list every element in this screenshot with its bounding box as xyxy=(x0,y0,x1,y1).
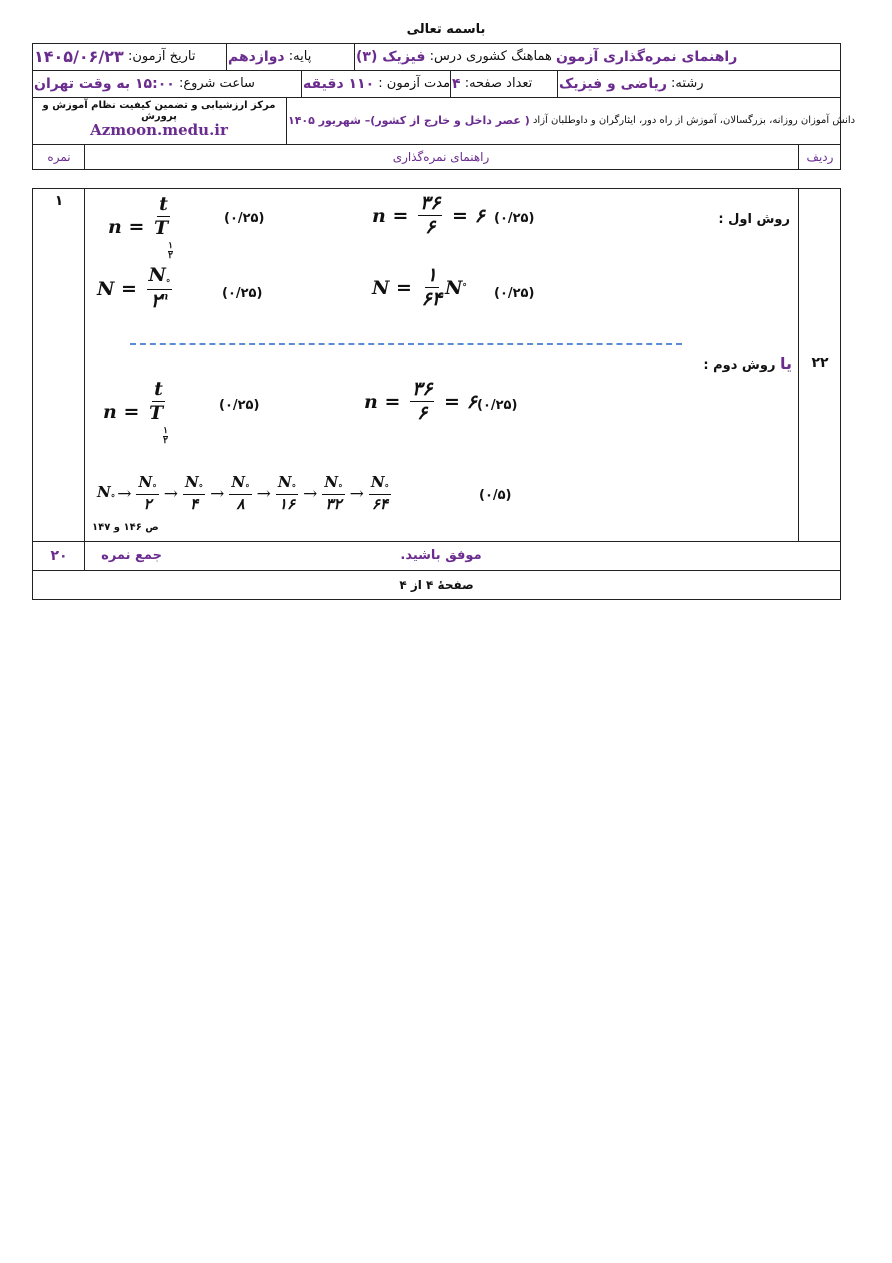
method2-label: یا روش دوم : xyxy=(703,354,792,373)
score-m1-eq4: (۰/۲۵) xyxy=(494,286,535,301)
question-score: ۱ xyxy=(54,193,64,209)
grade-cell: پایه: دوازدهم xyxy=(228,48,312,65)
course-name: فیزیک (۳) xyxy=(356,48,426,65)
col-guide-header: راهنمای نمره‌گذاری xyxy=(392,150,490,164)
good-luck: موفق باشید. xyxy=(400,548,482,563)
chain-step-2: $\frac{N^\circ}{۴}$ xyxy=(184,473,204,514)
pages-cell: تعداد صفحه: ۴ xyxy=(452,75,533,92)
eq-N-N0-over-2n: N = $\frac{N^\circ}{۲^n}$ xyxy=(97,264,171,313)
score-m1-eq2: (۰/۲۵) xyxy=(494,211,535,226)
score-m1-eq3: (۰/۲۵) xyxy=(222,286,263,301)
score-m2-eq2: (۰/۲۵) xyxy=(477,398,518,413)
method-separator xyxy=(130,343,682,345)
chain-step-5: $\frac{N^\circ}{۳۲}$ xyxy=(324,473,343,514)
col-score-header: نمره xyxy=(47,150,71,164)
page-number: صفحهٔ ۴ از ۴ xyxy=(399,578,474,592)
total-score: ۲۰ xyxy=(50,547,68,564)
eq-n-t-over-T-2: n = t T ۱ ۲ xyxy=(103,378,168,446)
chain-step-3: $\frac{N^\circ}{۸}$ xyxy=(231,473,250,514)
col-row-header: ردیف xyxy=(806,150,834,164)
eq-n-36-over-6-1: n = $\frac{۳۶}{۶}$ = ۶ xyxy=(372,192,485,238)
score-m2-eq1: (۰/۲۵) xyxy=(219,398,260,413)
method1-label: روش اول : xyxy=(718,212,790,227)
chain-step-4: $\frac{N^\circ}{۱۶}$ xyxy=(277,473,297,514)
field-cell: رشته: ریاضی و فیزیک xyxy=(559,75,704,92)
question-number: ۲۲ xyxy=(811,355,829,371)
chain-step-6: $\frac{N^\circ}{۶۴}$ xyxy=(370,473,390,514)
eq-n-36-over-6-2: n = $\frac{۳۶}{۶}$ = ۶ xyxy=(364,378,477,424)
halving-chain: $N^\circ$ → $\frac{N^\circ}{۲}$ → $\frac{N^\circ}{۴}$ → $\frac{N^\circ}{۸}$ → $\frac{N^\circ}{۱۶}$ → $\frac{N^\circ}{۳۲}$ → $\frac{N^\circ}{۶۴}$ xyxy=(97,473,390,514)
page-reference: ص ۱۴۶ و ۱۴۷ xyxy=(92,522,159,533)
audience-cell: دانش آموزان روزانه، بزرگسالان، آموزش از راه دور، ایثارگران و داوطلبان آزاد ( عصر داخل و خارج از کشور)– شهریور ۱۴۰۵ xyxy=(288,114,856,127)
exam-date-cell: تاریخ آزمون: ۱۴۰۵/۰۶/۲۳ xyxy=(34,47,196,66)
website-link[interactable]: Azmoon.medu.ir xyxy=(90,121,228,139)
start-time-cell: ساعت شروع: ۱۵:۰۰ به وقت تهران xyxy=(34,75,255,92)
chain-step-1: $\frac{N^\circ}{۲}$ xyxy=(138,473,157,514)
eq-N-1-over-64-N0: N = $\frac{۱}{۶۴}$ N ° xyxy=(372,264,467,310)
guide-title: راهنمای نمره‌گذاری آزمون هماهنگ کشوری درس: فیزیک (۳) xyxy=(356,48,738,65)
center-name: مرکز ارزشیابی و تضمین کیفیت نظام آموزش و پرورش xyxy=(42,100,276,122)
top-title: باسمه تعالی xyxy=(406,22,486,37)
score-m2-chain: (۰/۵) xyxy=(479,488,512,503)
duration-cell: مدت آزمون : ۱۱۰ دقیقه xyxy=(303,75,451,92)
total-label: جمع نمره xyxy=(101,548,162,563)
score-m1-eq1: (۰/۲۵) xyxy=(224,211,265,226)
eq-n-t-over-T-1: n = t T ۱ ۲ xyxy=(108,193,173,261)
chain-start: $N^\circ$ xyxy=(97,483,116,505)
